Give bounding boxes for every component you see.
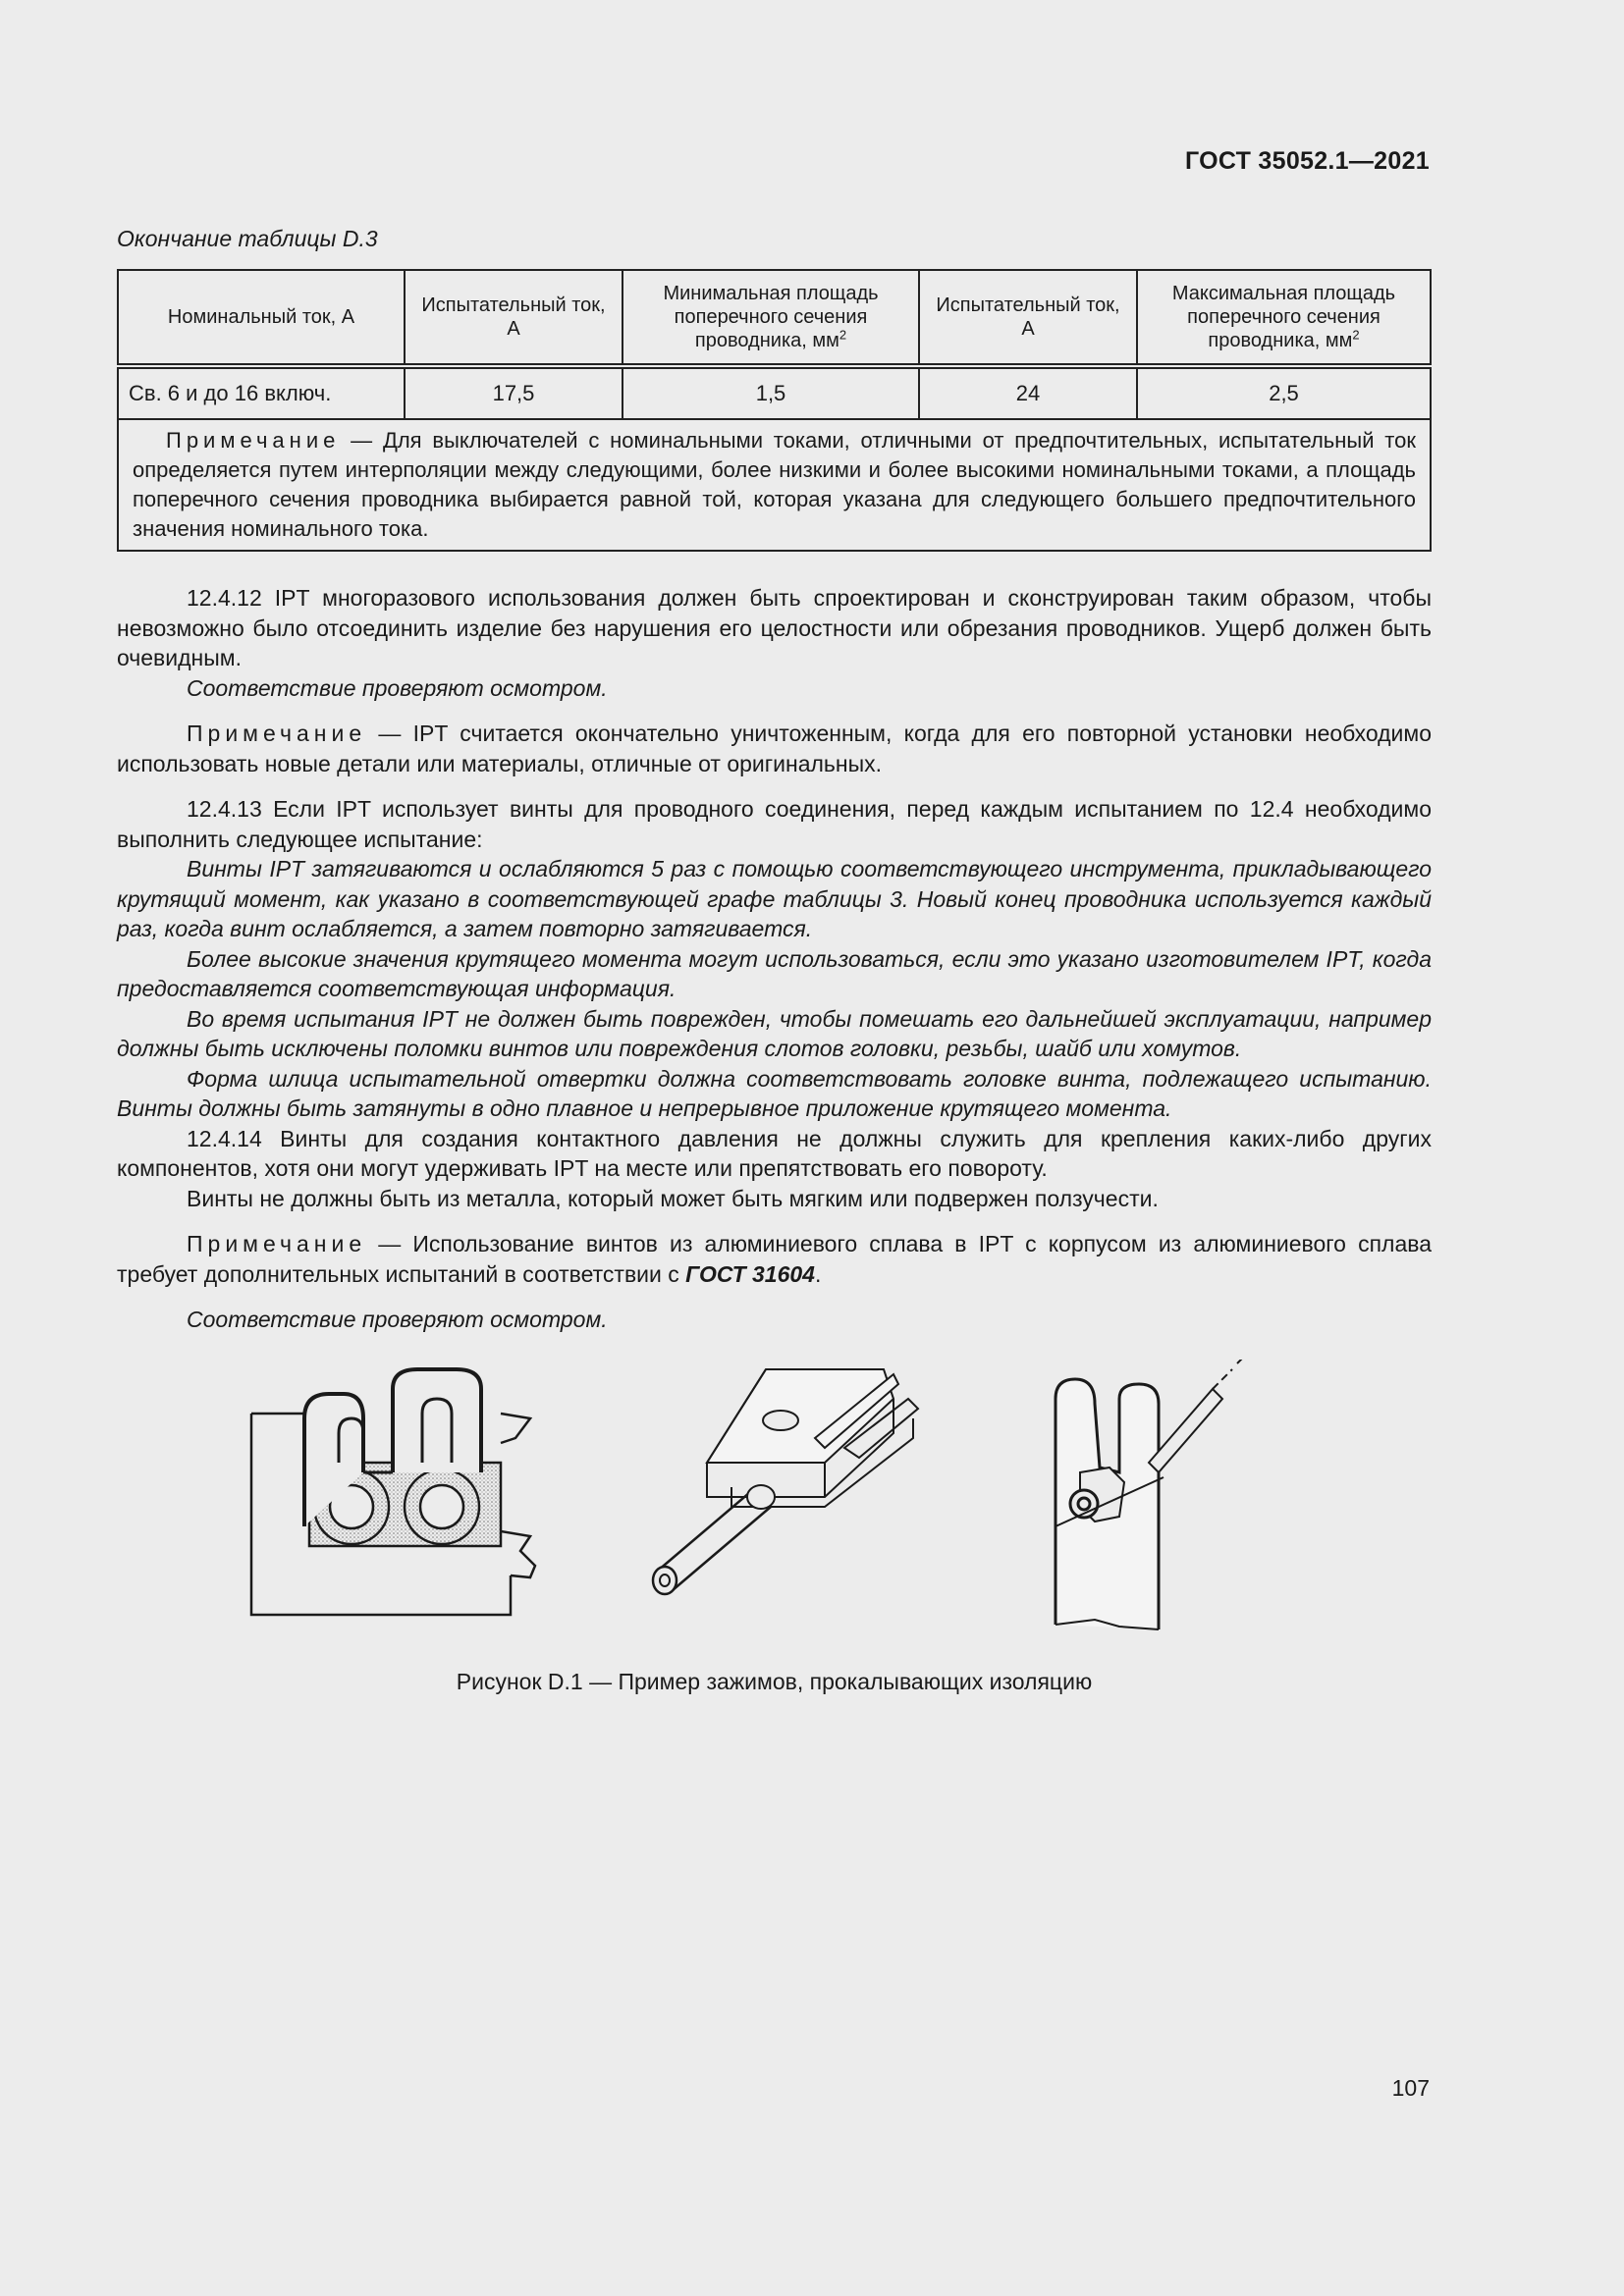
metal-requirement: Винты не должны быть из металла, который может быть мягким или подвержен ползучести. xyxy=(187,1185,1159,1211)
cell-max-area: 2,5 xyxy=(1137,366,1431,419)
document-code: ГОСТ 35052.1—2021 xyxy=(1184,147,1430,175)
cell-test-current-2: 24 xyxy=(919,366,1137,419)
note-1: Примечание — IPT считается окончательно уничтоженным, когда для его повторной установки необходимо использовать новые детали или материалы, отличные от оригинальных. xyxy=(117,721,1432,776)
cell-nominal-current: Св. 6 и до 16 включ. xyxy=(118,366,405,419)
compliance-check-1: Соответствие проверяют осмотром. xyxy=(187,674,608,701)
standard-reference: ГОСТ 31604 xyxy=(685,1260,815,1287)
body-text xyxy=(117,583,1432,1335)
table-note: Примечание — Для выключателей с номинальными токами, отличными от предпочтительных, испытательный ток определяется путем интерполяции между следующими, более низкими и более высокими номинальными токами, а площадь поперечного сечения проводника выбирается равной той, которая указана для следующего большего предпочтительного значения номинального тока. xyxy=(118,419,1431,551)
compliance-check-2: Соответствие проверяют осмотром. xyxy=(187,1307,608,1332)
page-number: 107 xyxy=(1391,2075,1430,2101)
clause-12-4-13: 12.4.13 Если IPT использует винты для проводного соединения, перед каждым испытанием по 12.4 необходимо выполнить следующее испытание: xyxy=(117,796,1432,852)
clause-12-4-14: 12.4.14 Винты для создания контактного давления не должны служить для крепления каких-либо других компонентов, хотя они могут удерживать IPT на месте или препятствовать его повороту. xyxy=(117,1125,1432,1181)
table-header-row xyxy=(118,270,1431,366)
test-procedure-2: Более высокие значения крутящего момента могут использоваться, если это указано изготовителем IPT, когда предоставляется соответствующая информация. xyxy=(117,945,1432,1001)
cell-min-area: 1,5 xyxy=(623,366,919,419)
figure-ipt-clamps xyxy=(236,1360,1335,1654)
test-procedure-3: Во время испытания IPT не должен быть поврежден, чтобы помешать его дальнейшей эксплуатации, например должны быть исключены поломки винтов или повреждения слотов головки, резьбы, шайб или хомутов. xyxy=(117,1005,1432,1061)
figure-caption: Рисунок D.1 — Пример зажимов, прокалывающих изоляцию xyxy=(456,1669,1093,1694)
header-test-current-2: Испытательный ток, А xyxy=(919,270,1137,366)
clamp-drawing-1 xyxy=(251,1369,535,1615)
table-note-row xyxy=(118,419,1431,551)
spec-table xyxy=(117,269,1432,552)
header-test-current-1: Испытательный ток, А xyxy=(405,270,623,366)
header-min-area: Минимальная площадь поперечного сечения проводника, $мм^2$ xyxy=(623,270,919,366)
clamp-drawing-3 xyxy=(1056,1360,1247,1629)
table-row xyxy=(118,366,1431,419)
table-caption: Окончание таблицы D.3 xyxy=(117,226,378,251)
test-procedure-1: Винты IPT затягиваются и ослабляются 5 раз с помощью соответствующего инструмента, прикладывающего крутящий момент, как указано в соответствующей графе таблицы 3. Новый конец проводника используется каждый раз, когда винт ослабляется, а затем повторно затягивается. xyxy=(117,856,1432,941)
header-max-area: Максимальная площадь поперечного сечения проводника, $мм^2$ xyxy=(1137,270,1431,366)
clause-12-4-12: 12.4.12 IPT многоразового использования должен быть спроектирован и сконструирован таким образом, чтобы невозможно было отсоединить изделие без нарушения его целостности или обрезания проводников. Ущерб должен быть очевидным. xyxy=(117,585,1432,670)
test-procedure-4: Форма шлица испытательной отвертки должна соответствовать головке винта, подлежащего испытанию. Винты должны быть затянуты в одно плавное и непрерывное приложение крутящего момента. xyxy=(117,1065,1432,1121)
cell-test-current-1: 17,5 xyxy=(405,366,623,419)
clamp-drawing-2 xyxy=(653,1369,918,1594)
note-2: Примечание — Использование винтов из алюминиевого сплава в IPT с корпусом из алюминиевого сплава требует дополнительных испытаний в соответствии с ГОСТ 31604. xyxy=(117,1231,1432,1287)
header-nominal-current: Номинальный ток, А xyxy=(118,270,405,366)
note-label: Примечание xyxy=(166,428,341,453)
